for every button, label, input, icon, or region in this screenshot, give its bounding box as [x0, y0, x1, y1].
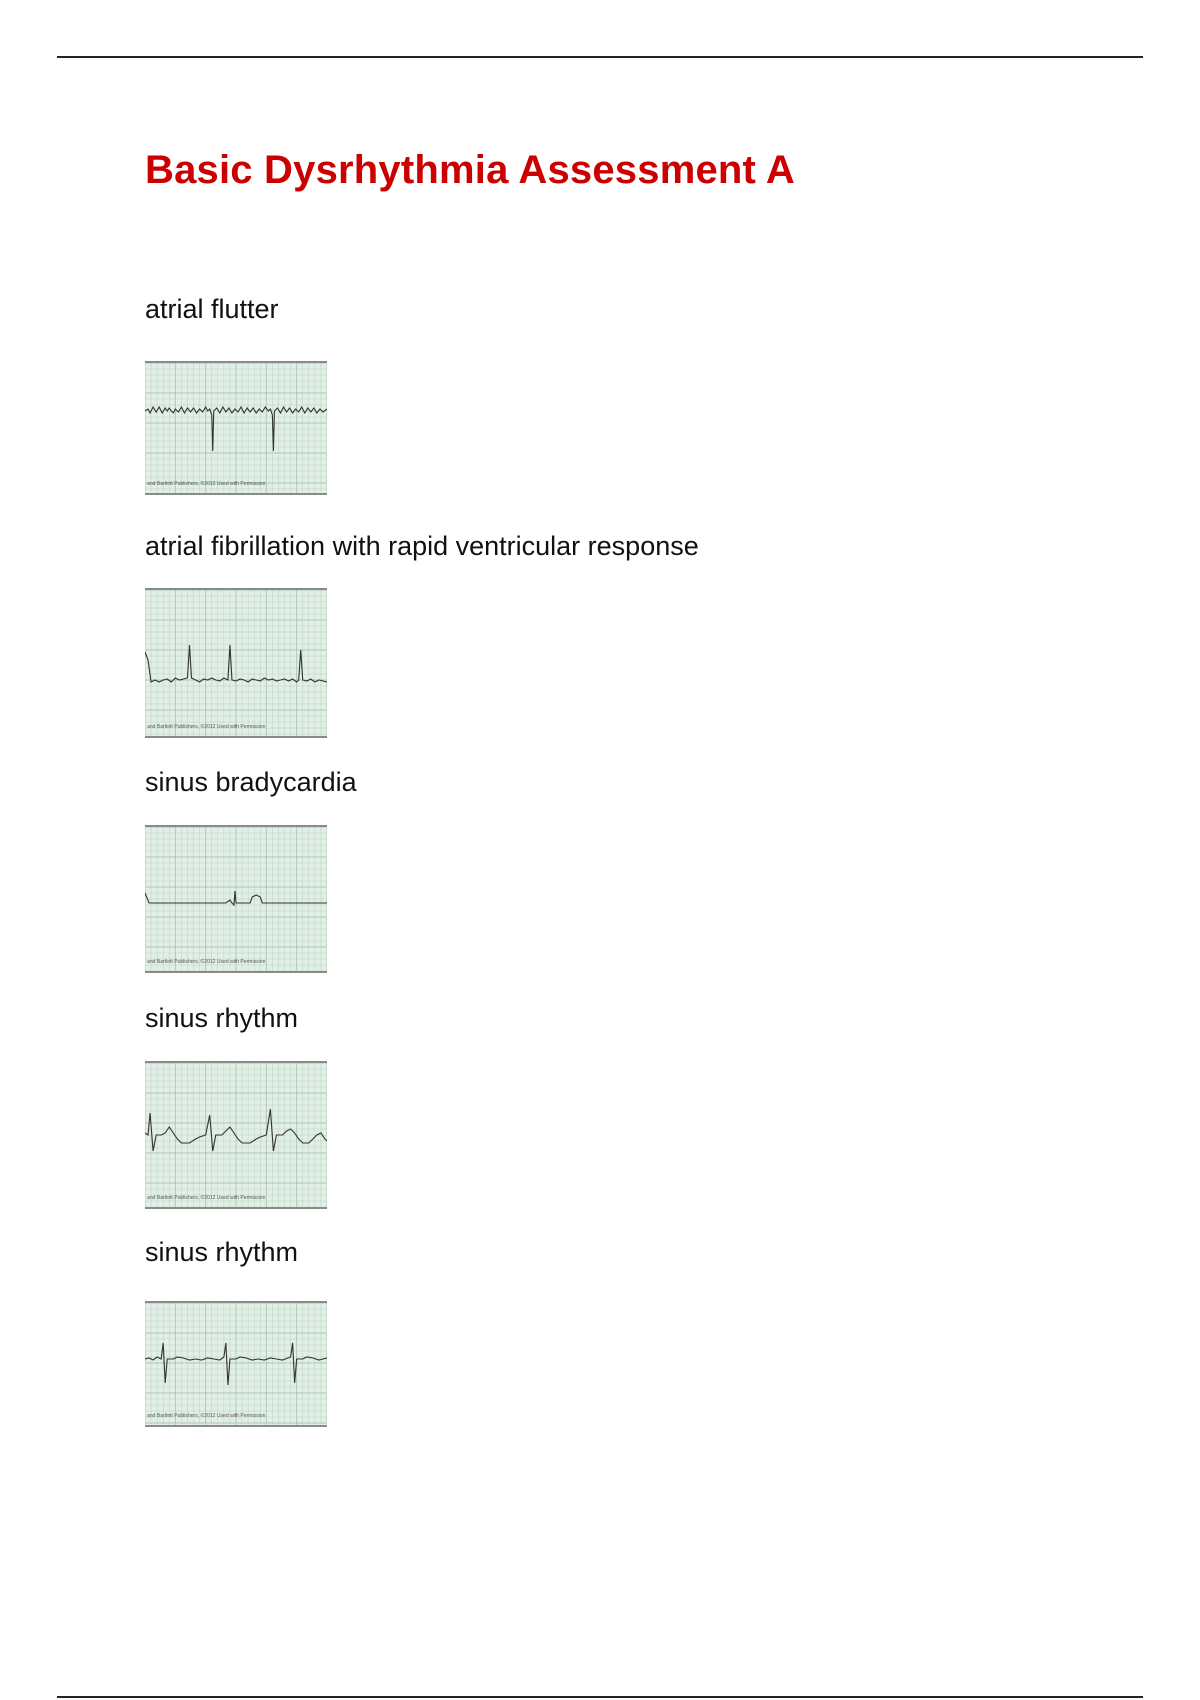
copyright-credit: and Bartlett Publishers, ©2012 Used with Permission — [147, 724, 266, 730]
copyright-credit: and Bartlett Publishers, ©2012 Used with Permission — [147, 1195, 266, 1201]
rhythm-label: sinus rhythm — [145, 1003, 299, 1033]
copyright-credit: and Bartlett Publishers, ©2012 Used with Permission — [147, 1413, 266, 1419]
ecg-strip-image — [145, 825, 327, 973]
page-title: Basic Dysrhythmia Assessment A — [145, 148, 795, 192]
copyright-credit: and Bartlett Publishers, ©2012 Used with Permission — [147, 481, 266, 487]
ecg-strip-image — [145, 1301, 327, 1427]
header-rule — [57, 56, 1143, 58]
ecg-strip-icon — [145, 590, 327, 736]
ecg-strip-icon — [145, 1063, 327, 1207]
rhythm-label: atrial flutter — [145, 294, 279, 324]
rhythm-label: sinus rhythm — [145, 1237, 299, 1267]
rhythm-label: atrial fibrillation with rapid ventricular response — [145, 531, 699, 561]
ecg-strip-icon — [145, 827, 327, 971]
ecg-strip-icon — [145, 1303, 327, 1425]
ecg-strip-image — [145, 1061, 327, 1209]
ecg-strip-image — [145, 588, 327, 738]
ecg-strip-icon — [145, 363, 327, 493]
rhythm-label: sinus bradycardia — [145, 767, 357, 797]
copyright-credit: and Bartlett Publishers, ©2012 Used with Permission — [147, 959, 266, 965]
footer-rule — [57, 1696, 1143, 1698]
ecg-strip-image — [145, 361, 327, 495]
